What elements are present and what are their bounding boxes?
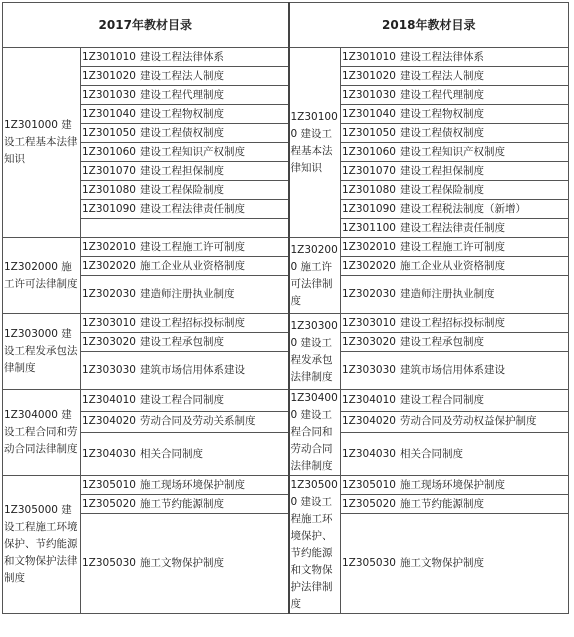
entry-title: 施工企业从业资格制度 (140, 259, 245, 272)
left-group-title: 1Z304000 建设工程合同和劳动合同法律制度 (3, 390, 81, 476)
right-entry (341, 143, 569, 162)
entry-code: 1Z304010 (342, 393, 396, 406)
left-entry (81, 181, 289, 200)
left-entry (81, 200, 289, 219)
right-entry (341, 105, 569, 124)
entry-title: 建设工程施工许可制度 (140, 240, 245, 253)
entry-code: 1Z301090 (342, 202, 396, 215)
table-row (3, 411, 569, 433)
table-row (3, 314, 569, 333)
right-entry (341, 200, 569, 219)
entry-title: 建设工程物权制度 (400, 107, 484, 120)
header-2017: 2017年教材目录 (3, 3, 289, 48)
table-row (3, 514, 569, 614)
left-entry (81, 276, 289, 314)
left-entry (81, 124, 289, 143)
entry-title: 建设工程代理制度 (140, 88, 224, 101)
entry-title: 建设工程法律体系 (400, 50, 484, 63)
entry-code: 1Z305020 (342, 497, 396, 510)
entry-code: 1Z303010 (82, 316, 136, 329)
table-row (3, 67, 569, 86)
entry-code: 1Z301040 (342, 107, 396, 120)
left-entry (81, 48, 289, 67)
table-row (3, 105, 569, 124)
left-entry (81, 143, 289, 162)
entry-code: 1Z305020 (82, 497, 136, 510)
entry-title: 施工企业从业资格制度 (400, 259, 505, 272)
left-entry (81, 433, 289, 476)
entry-code: 1Z301080 (342, 183, 396, 196)
right-entry (341, 219, 569, 238)
left-entry (81, 238, 289, 257)
entry-code: 1Z301030 (342, 88, 396, 101)
entry-code: 1Z302010 (342, 240, 396, 253)
right-entry (341, 433, 569, 476)
entry-code: 1Z301020 (342, 69, 396, 82)
right-entry (341, 276, 569, 314)
entry-code: 1Z301040 (82, 107, 136, 120)
entry-code: 1Z301080 (82, 183, 136, 196)
right-entry (341, 352, 569, 390)
right-entry (341, 124, 569, 143)
entry-title: 建造师注册执业制度 (140, 288, 235, 300)
entry-code: 1Z305030 (82, 557, 136, 569)
catalog-body (3, 48, 569, 614)
entry-title: 施工现场环境保护制度 (140, 478, 245, 491)
left-group-title: 1Z302000 施工许可法律制度 (3, 238, 81, 314)
entry-title: 建造师注册执业制度 (400, 288, 495, 300)
entry-code: 1Z302020 (82, 259, 136, 272)
right-entry (341, 162, 569, 181)
entry-code: 1Z301050 (82, 126, 136, 139)
left-entry (81, 314, 289, 333)
right-entry (341, 390, 569, 412)
table-row (3, 86, 569, 105)
left-entry (81, 495, 289, 514)
table-row (3, 200, 569, 219)
right-entry (341, 314, 569, 333)
left-entry (81, 257, 289, 276)
table-row (3, 476, 569, 495)
right-entry (341, 476, 569, 495)
entry-title: 建设工程合同制度 (400, 393, 484, 406)
entry-title: 建设工程物权制度 (140, 107, 224, 120)
right-entry (341, 86, 569, 105)
right-entry (341, 67, 569, 86)
entry-title: 施工节约能源制度 (400, 497, 484, 510)
entry-code: 1Z305030 (342, 557, 396, 569)
right-entry (341, 257, 569, 276)
entry-code: 1Z303020 (342, 335, 396, 348)
table-row (3, 181, 569, 200)
right-group-title: 1Z303000 建设工程发承包法律制度 (289, 314, 341, 390)
entry-code: 1Z302020 (342, 259, 396, 272)
table-row (3, 433, 569, 476)
left-entry (81, 86, 289, 105)
table-row (3, 143, 569, 162)
entry-title: 建设工程法律责任制度 (140, 202, 245, 215)
entry-title: 相关合同制度 (140, 447, 203, 460)
entry-title: 建设工程债权制度 (400, 126, 484, 139)
entry-code: 1Z301060 (82, 145, 136, 158)
entry-title: 建设工程招标投标制度 (140, 316, 245, 329)
table-row (3, 162, 569, 181)
entry-code: 1Z301090 (82, 202, 136, 215)
left-entry (81, 105, 289, 124)
catalog-comparison-table (2, 2, 569, 614)
entry-title: 建设工程代理制度 (400, 88, 484, 101)
entry-code: 1Z304010 (82, 393, 136, 406)
entry-title: 劳动合同及劳动权益保护制度 (400, 415, 537, 428)
left-entry (81, 390, 289, 412)
table-row (3, 352, 569, 390)
table-row (3, 390, 569, 412)
entry-code: 1Z304020 (342, 415, 396, 428)
entry-code: 1Z301070 (82, 164, 136, 177)
entry-title: 建设工程承包制度 (140, 335, 224, 348)
right-group-title: 1Z301000 建设工程基本法律知识 (289, 48, 341, 238)
entry-title: 建设工程保险制度 (400, 183, 484, 196)
table-row (3, 219, 569, 238)
entry-code: 1Z301070 (342, 164, 396, 177)
left-group-title: 1Z303000 建设工程发承包法律制度 (3, 314, 81, 390)
right-entry (341, 514, 569, 614)
left-entry (81, 476, 289, 495)
entry-title: 建设工程担保制度 (140, 164, 224, 177)
entry-title: 建设工程税法制度（新增） (400, 202, 526, 215)
right-entry (341, 333, 569, 352)
entry-code: 1Z305010 (342, 478, 396, 491)
entry-title: 建设工程债权制度 (140, 126, 224, 139)
left-entry (81, 514, 289, 614)
entry-code: 1Z301030 (82, 88, 136, 101)
entry-title: 劳动合同及劳动关系制度 (140, 415, 256, 428)
entry-code: 1Z305010 (82, 478, 136, 491)
entry-title: 建设工程施工许可制度 (400, 240, 505, 253)
left-entry (81, 411, 289, 433)
left-group-title: 1Z305000 建设工程施工环境保护、节约能源和文物保护法律制度 (3, 476, 81, 614)
right-entry (341, 48, 569, 67)
entry-title: 施工现场环境保护制度 (400, 478, 505, 491)
entry-title: 建设工程招标投标制度 (400, 316, 505, 329)
entry-title: 建设工程法律体系 (140, 50, 224, 63)
entry-title: 建设工程合同制度 (140, 393, 224, 406)
right-group-title: 1Z304000 建设工程合同和劳动合同法律制度 (289, 390, 341, 476)
entry-title: 建设工程担保制度 (400, 164, 484, 177)
right-entry (341, 238, 569, 257)
entry-code: 1Z302010 (82, 240, 136, 253)
entry-code: 1Z304020 (82, 415, 136, 428)
table-row (3, 495, 569, 514)
header-2018: 2018年教材目录 (289, 3, 569, 48)
table-row (3, 48, 569, 67)
left-entry (81, 67, 289, 86)
entry-title: 相关合同制度 (400, 447, 463, 460)
entry-code: 1Z303010 (342, 316, 396, 329)
left-entry (81, 333, 289, 352)
entry-code: 1Z301020 (82, 69, 136, 82)
entry-code: 1Z301100 (342, 221, 396, 234)
table-row (3, 124, 569, 143)
entry-title: 建设工程法律责任制度 (400, 221, 505, 234)
entry-code: 1Z303020 (82, 335, 136, 348)
right-group-title: 1Z305000 建设工程施工环境保护、节约能源和文物保护法律制度 (289, 476, 341, 614)
entry-title: 施工文物保护制度 (140, 557, 224, 569)
right-entry (341, 181, 569, 200)
entry-title: 建筑市场信用体系建设 (400, 364, 505, 376)
left-entry (81, 219, 289, 238)
entry-title: 建设工程承包制度 (400, 335, 484, 348)
table-row (3, 257, 569, 276)
entry-code: 1Z301010 (342, 50, 396, 63)
left-entry (81, 352, 289, 390)
right-entry (341, 495, 569, 514)
entry-code: 1Z302030 (342, 288, 396, 300)
table-row (3, 333, 569, 352)
entry-code: 1Z301050 (342, 126, 396, 139)
entry-code: 1Z304030 (82, 447, 136, 460)
table-row (3, 276, 569, 314)
entry-title: 建设工程知识产权制度 (140, 145, 245, 158)
entry-code: 1Z302030 (82, 288, 136, 300)
entry-code: 1Z303030 (82, 364, 136, 376)
entry-title: 建筑市场信用体系建设 (140, 364, 245, 376)
entry-title: 建设工程法人制度 (140, 69, 224, 82)
entry-title: 施工节约能源制度 (140, 497, 224, 510)
left-group-title: 1Z301000 建设工程基本法律知识 (3, 48, 81, 238)
right-entry (341, 411, 569, 433)
entry-title: 建设工程法人制度 (400, 69, 484, 82)
entry-title: 施工文物保护制度 (400, 557, 484, 569)
entry-code: 1Z303030 (342, 364, 396, 376)
left-entry (81, 162, 289, 181)
entry-code: 1Z301060 (342, 145, 396, 158)
right-group-title: 1Z302000 施工许可法律制度 (289, 238, 341, 314)
entry-code: 1Z304030 (342, 447, 396, 460)
entry-title: 建设工程知识产权制度 (400, 145, 505, 158)
entry-code: 1Z301010 (82, 50, 136, 63)
entry-title: 建设工程保险制度 (140, 183, 224, 196)
table-row (3, 238, 569, 257)
